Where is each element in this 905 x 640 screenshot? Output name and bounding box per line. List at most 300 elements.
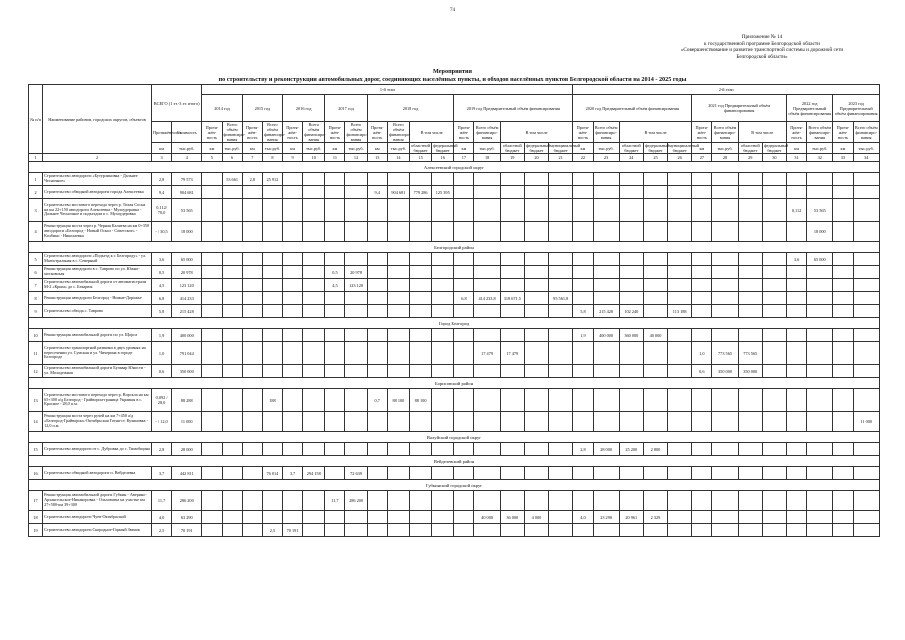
cell-col-6 (222, 524, 242, 537)
cell-col-6: 53 661 (222, 173, 242, 186)
title-line: Мероприятия (433, 68, 472, 75)
column-number: 4 (172, 154, 202, 162)
cell-col-18: 17 479 (474, 342, 500, 365)
table-row (29, 186, 880, 199)
cell-col-5 (202, 173, 222, 186)
cell-col-8 (262, 443, 282, 456)
cell-col-10 (303, 443, 325, 456)
unit: муниципальный бюджет (669, 143, 699, 153)
row-number: 10 (29, 329, 43, 342)
cell-col-21 (549, 365, 573, 378)
cell-col-11: 11,7 (325, 491, 345, 511)
cell-col-25 (643, 412, 667, 432)
year-2015: 2015 год (242, 95, 282, 122)
cell-col-12 (345, 443, 367, 456)
cell-col-18 (474, 389, 500, 412)
cell-col-33 (833, 443, 853, 456)
column-number: 32 (807, 154, 833, 162)
sub-length: Протя-жён-ность (367, 122, 387, 143)
cell-col-9 (283, 443, 303, 456)
cell-col-25 (643, 199, 667, 222)
cell-col-5 (202, 266, 222, 279)
table-row (29, 524, 880, 537)
cell-col-6 (222, 389, 242, 412)
cell-col-15 (409, 491, 431, 511)
cell-col-24 (619, 412, 643, 432)
sub-in-total: В том числе (619, 122, 692, 143)
cell-col-31 (787, 173, 807, 186)
row-number: 17 (29, 491, 43, 511)
sub-length: Протя-жён-ность (325, 122, 345, 143)
year-2022: 2022 год Предварительный объём финансирования (787, 95, 833, 122)
cell-col-15 (409, 329, 431, 342)
total-cost: 904 681 (172, 186, 202, 199)
object-name: Строительство автомобильной дороги от автомагистрали М-2 «Крым» до с. Бекарюк (43, 279, 152, 292)
cell-col-12 (345, 365, 367, 378)
cell-col-17: 6,8 (454, 292, 474, 305)
cell-col-11 (325, 222, 345, 242)
cell-col-15 (409, 266, 431, 279)
sub-in-total: В том числе (409, 122, 453, 143)
object-name: Реконструкция автодороги в с. Таврово по ул. Южно-московская (43, 266, 152, 279)
sub-cost: Всего объём финансиро-вания (304, 122, 326, 142)
cell-col-33 (833, 199, 853, 222)
cell-col-29 (738, 329, 762, 342)
cell-col-7 (242, 266, 262, 279)
cell-col-19 (500, 412, 524, 432)
cell-col-22 (573, 389, 593, 412)
cell-col-10 (303, 279, 325, 292)
cell-col-24 (619, 279, 643, 292)
cell-col-13 (367, 292, 387, 305)
cell-col-31 (787, 292, 807, 305)
cell-col-29 (738, 491, 762, 511)
row-number: 3 (29, 199, 43, 222)
cell-col-34 (853, 266, 879, 279)
total-length: 0,6 (151, 365, 171, 378)
total-length: 6,8 (151, 292, 171, 305)
sub-cost: Всего объём финансиро-вания (593, 122, 619, 143)
cell-col-25 (643, 491, 667, 511)
cell-col-12 (345, 186, 367, 199)
cell-col-18 (474, 279, 500, 292)
cell-col-13 (367, 266, 387, 279)
cell-col-11 (325, 342, 345, 365)
cell-col-25 (643, 342, 667, 365)
cell-col-9 (283, 266, 303, 279)
cell-col-30 (762, 389, 786, 412)
cell-col-14 (387, 524, 409, 537)
column-number: 29 (738, 154, 762, 162)
cell-col-11 (325, 186, 345, 199)
cell-col-24 (619, 491, 643, 511)
cell-col-32: 53 565 (807, 199, 833, 222)
cell-col-12 (345, 292, 367, 305)
total-cost: 20 978 (172, 266, 202, 279)
cell-col-6 (222, 279, 242, 292)
cell-col-31: 0,112 (787, 199, 807, 222)
cell-col-28 (712, 199, 738, 222)
cell-col-9 (283, 292, 303, 305)
cell-col-30 (762, 511, 786, 524)
cell-col-10 (303, 305, 325, 318)
cell-col-29 (738, 412, 762, 432)
cell-col-22 (573, 199, 593, 222)
cell-col-9 (283, 222, 303, 242)
cell-col-25 (643, 524, 667, 537)
cell-col-24 (619, 266, 643, 279)
column-numbers-row (29, 154, 880, 162)
cell-col-8 (262, 365, 282, 378)
cell-col-25 (643, 266, 667, 279)
cell-col-34 (853, 305, 879, 318)
section-row (29, 456, 880, 467)
cell-col-29 (738, 467, 762, 480)
cell-col-24 (619, 199, 643, 222)
cell-col-25 (643, 365, 667, 378)
cell-col-15 (409, 365, 431, 378)
unit: тыс.руб. (807, 143, 833, 154)
cell-col-13 (367, 511, 387, 524)
cell-col-33 (833, 389, 853, 412)
cell-col-27 (692, 292, 712, 305)
object-name: Строительство автомобильной дороги Бульвар Юности - ул. Молодежная (43, 365, 152, 378)
row-number: 11 (29, 342, 43, 365)
unit: областной бюджет (411, 143, 430, 153)
cell-col-32 (807, 467, 833, 480)
column-number: 27 (692, 154, 712, 162)
cell-col-20 (524, 467, 548, 480)
cell-col-34 (853, 511, 879, 524)
cell-col-26 (668, 199, 692, 222)
cell-col-5 (202, 443, 222, 456)
cell-col-14 (387, 491, 409, 511)
row-number: 19 (29, 524, 43, 537)
cell-col-14 (387, 329, 409, 342)
cell-col-34: 11 000 (853, 412, 879, 432)
cell-col-29 (738, 524, 762, 537)
cell-col-18 (474, 173, 500, 186)
cell-col-33 (833, 511, 853, 524)
cell-col-19 (500, 491, 524, 511)
cell-col-14 (387, 305, 409, 318)
cell-col-18 (474, 412, 500, 432)
total-cost: 442 811 (172, 467, 202, 480)
cell-col-27 (692, 305, 712, 318)
column-number: 1 (29, 154, 43, 162)
cell-col-23 (593, 412, 619, 432)
cell-col-21 (549, 342, 573, 365)
column-number: 26 (668, 154, 692, 162)
cell-col-11 (325, 329, 345, 342)
column-number: 30 (762, 154, 786, 162)
cell-col-34 (853, 279, 879, 292)
cell-col-23 (593, 292, 619, 305)
cell-col-20 (524, 365, 548, 378)
cell-col-12 (345, 389, 367, 412)
cell-col-23: 215 428 (593, 305, 619, 318)
cell-col-11: 0,5 (325, 266, 345, 279)
object-name: Реконструкция автомобильной дороги по ул. Щорса (43, 329, 152, 342)
cell-col-20 (524, 412, 548, 432)
total-length: 4,5 (151, 279, 171, 292)
cell-col-20 (524, 279, 548, 292)
cell-col-21 (549, 524, 573, 537)
cell-col-14 (387, 222, 409, 242)
cell-col-32 (807, 511, 833, 524)
cell-col-15: 88 100 (409, 389, 431, 412)
cell-col-22: 1,9 (573, 329, 593, 342)
cell-col-24 (619, 173, 643, 186)
cell-col-7 (242, 511, 262, 524)
total-cost: 53 565 (172, 199, 202, 222)
cell-col-8 (262, 279, 282, 292)
cell-col-8 (262, 266, 282, 279)
cell-col-34 (853, 186, 879, 199)
unit: тыс.руб. (262, 143, 282, 154)
column-number: 13 (367, 154, 387, 162)
cell-col-29 (738, 389, 762, 412)
cell-col-12 (345, 253, 367, 266)
cell-col-22: 2,8 (573, 443, 593, 456)
unit: км (787, 143, 807, 154)
object-name: Реконструкция моста через ручей на км 7+450 а/д «Белгород-Грайворон»-Октябрьская Готня-ст. Кулиновка - 12,0 п.м. (43, 412, 152, 432)
cell-col-29 (738, 279, 762, 292)
unit: тыс.руб. (474, 143, 500, 154)
row-number: 4 (29, 222, 43, 242)
sub-cost: Всего объём финансиро-вания (388, 122, 411, 142)
cell-col-20 (524, 266, 548, 279)
total-length: 5,8 (151, 305, 171, 318)
table-row (29, 305, 880, 318)
cell-col-16 (432, 412, 454, 432)
cell-col-16 (432, 342, 454, 365)
cell-col-31 (787, 412, 807, 432)
cell-col-20 (524, 443, 548, 456)
total-cost: 63 290 (172, 511, 202, 524)
total-cost: 350 000 (172, 365, 202, 378)
cell-col-23 (593, 173, 619, 186)
object-name: Строительство автодороги от с. Дубровка до с. Тимобщина (43, 443, 152, 456)
row-number: 12 (29, 365, 43, 378)
cell-col-18 (474, 467, 500, 480)
cell-col-13 (367, 305, 387, 318)
table-body (29, 162, 880, 537)
cell-col-15 (409, 467, 431, 480)
annex-line: «Совершенствование и развитие транспортной системы и дорожной сети (680, 47, 844, 54)
annex-line: Приложение № 14 (741, 34, 783, 40)
cell-col-34 (853, 443, 879, 456)
cell-col-33 (833, 524, 853, 537)
cell-col-18 (474, 365, 500, 378)
column-number: 18 (474, 154, 500, 162)
cell-col-33 (833, 173, 853, 186)
cell-col-26 (668, 365, 692, 378)
cell-col-34 (853, 467, 879, 480)
cell-col-7 (242, 305, 262, 318)
cell-col-34 (853, 365, 879, 378)
cell-col-20 (524, 222, 548, 242)
cell-col-9 (283, 329, 303, 342)
cell-col-11 (325, 305, 345, 318)
cell-col-29 (738, 292, 762, 305)
cell-col-10 (303, 491, 325, 511)
cell-col-6 (222, 222, 242, 242)
cell-col-28 (712, 524, 738, 537)
cell-col-28 (712, 329, 738, 342)
cell-col-9 (283, 511, 303, 524)
cell-col-27: 1,0 (692, 342, 712, 365)
cell-col-18 (474, 524, 500, 537)
cell-col-25: 40 000 (643, 329, 667, 342)
cell-col-12 (345, 222, 367, 242)
section-row (29, 378, 880, 389)
cell-col-19 (500, 222, 524, 242)
column-number: 23 (593, 154, 619, 162)
cell-col-32 (807, 524, 833, 537)
cell-col-33 (833, 491, 853, 511)
cell-col-27 (692, 491, 712, 511)
object-name: Строительство автодороги Чуев-Октябрьский (43, 511, 152, 524)
cell-col-9 (283, 186, 303, 199)
section-label: Вейделевский район (29, 456, 880, 467)
cell-col-27: 0,6 (692, 365, 712, 378)
cell-col-33 (833, 266, 853, 279)
cell-col-22 (573, 292, 593, 305)
cell-col-25 (643, 292, 667, 305)
cell-col-7 (242, 412, 262, 432)
cell-col-13: 9,4 (367, 186, 387, 199)
cell-col-21 (549, 199, 573, 222)
cell-col-8 (262, 253, 282, 266)
cell-col-25 (643, 305, 667, 318)
row-number: 18 (29, 511, 43, 524)
cell-col-16 (432, 443, 454, 456)
cell-col-17 (454, 253, 474, 266)
cell-col-7 (242, 443, 262, 456)
unit: тыс.руб. (172, 143, 202, 154)
cell-col-14 (387, 365, 409, 378)
cell-col-28 (712, 511, 738, 524)
cell-col-10 (303, 199, 325, 222)
cell-col-30 (762, 524, 786, 537)
cell-col-32: 65 000 (807, 253, 833, 266)
cell-col-12 (345, 199, 367, 222)
cell-col-5 (202, 199, 222, 222)
cell-col-17 (454, 173, 474, 186)
cell-col-17 (454, 305, 474, 318)
column-number: 24 (619, 154, 643, 162)
cell-col-27 (692, 222, 712, 242)
cell-col-17 (454, 186, 474, 199)
unit: км (151, 143, 171, 154)
cell-col-23 (593, 524, 619, 537)
cell-col-13 (367, 199, 387, 222)
total-cost: 18 000 (172, 222, 202, 242)
cell-col-18: 414 233,8 (474, 292, 500, 305)
cell-col-30 (762, 279, 786, 292)
cell-col-22 (573, 412, 593, 432)
row-number: 14 (29, 412, 43, 432)
cell-col-30 (762, 199, 786, 222)
row-number: 8 (29, 292, 43, 305)
cell-col-11: 4,5 (325, 279, 345, 292)
sub-length: Протя-жён-ность (242, 122, 262, 143)
cell-col-16 (432, 365, 454, 378)
cell-col-13 (367, 365, 387, 378)
cell-col-10: 294 158 (303, 467, 325, 480)
column-number: 2 (43, 154, 152, 162)
total-length: 11,7 (151, 491, 171, 511)
cell-col-22 (573, 266, 593, 279)
cell-col-26 (668, 222, 692, 242)
column-number: 11 (325, 154, 345, 162)
unit: тыс.руб. (345, 143, 367, 154)
cell-col-34 (853, 222, 879, 242)
sub-length: Протя-жён-ность (833, 122, 853, 143)
table-row (29, 279, 880, 292)
cell-col-22 (573, 186, 593, 199)
cell-col-23 (593, 342, 619, 365)
table-row (29, 342, 880, 365)
total-cost: 414 233 (172, 292, 202, 305)
cell-col-16 (432, 292, 454, 305)
cell-col-33 (833, 467, 853, 480)
cell-col-17 (454, 342, 474, 365)
cell-col-34 (853, 491, 879, 511)
cell-col-30 (762, 292, 786, 305)
cell-col-6 (222, 365, 242, 378)
cell-col-27 (692, 443, 712, 456)
cell-col-24 (619, 292, 643, 305)
unit: тыс.руб. (853, 143, 879, 154)
cell-col-19: 36 000 (500, 511, 524, 524)
cell-col-12 (345, 173, 367, 186)
cell-col-9 (283, 389, 303, 412)
cell-col-6 (222, 342, 242, 365)
section-label: Губкинский городской округ (29, 480, 880, 491)
cell-col-33 (833, 253, 853, 266)
sub-length: Протя-жён-ность (573, 122, 593, 143)
column-number: 10 (303, 154, 325, 162)
cell-col-14 (387, 412, 409, 432)
cell-col-7 (242, 329, 262, 342)
section-label: Валуйский городской округ (29, 432, 880, 443)
cell-col-33 (833, 279, 853, 292)
cell-col-5 (202, 412, 222, 432)
cell-col-27 (692, 389, 712, 412)
sub-cost: Стоимость (172, 122, 202, 143)
cell-col-15 (409, 305, 431, 318)
cell-col-8: 76 014 (262, 467, 282, 480)
cell-col-26 (668, 279, 692, 292)
cell-col-9 (283, 199, 303, 222)
cell-col-12: 286 200 (345, 491, 367, 511)
section-row (29, 480, 880, 491)
table-row (29, 389, 880, 412)
cell-col-22 (573, 491, 593, 511)
cell-col-10 (303, 253, 325, 266)
object-name: Строительство обводной автодороги города Алексеевка (43, 186, 152, 199)
cell-col-12 (345, 305, 367, 318)
cell-col-30 (762, 491, 786, 511)
cell-col-34 (853, 253, 879, 266)
cell-col-26 (668, 266, 692, 279)
cell-col-28 (712, 279, 738, 292)
column-number: 17 (454, 154, 474, 162)
cell-col-19 (500, 524, 524, 537)
cell-col-13 (367, 491, 387, 511)
